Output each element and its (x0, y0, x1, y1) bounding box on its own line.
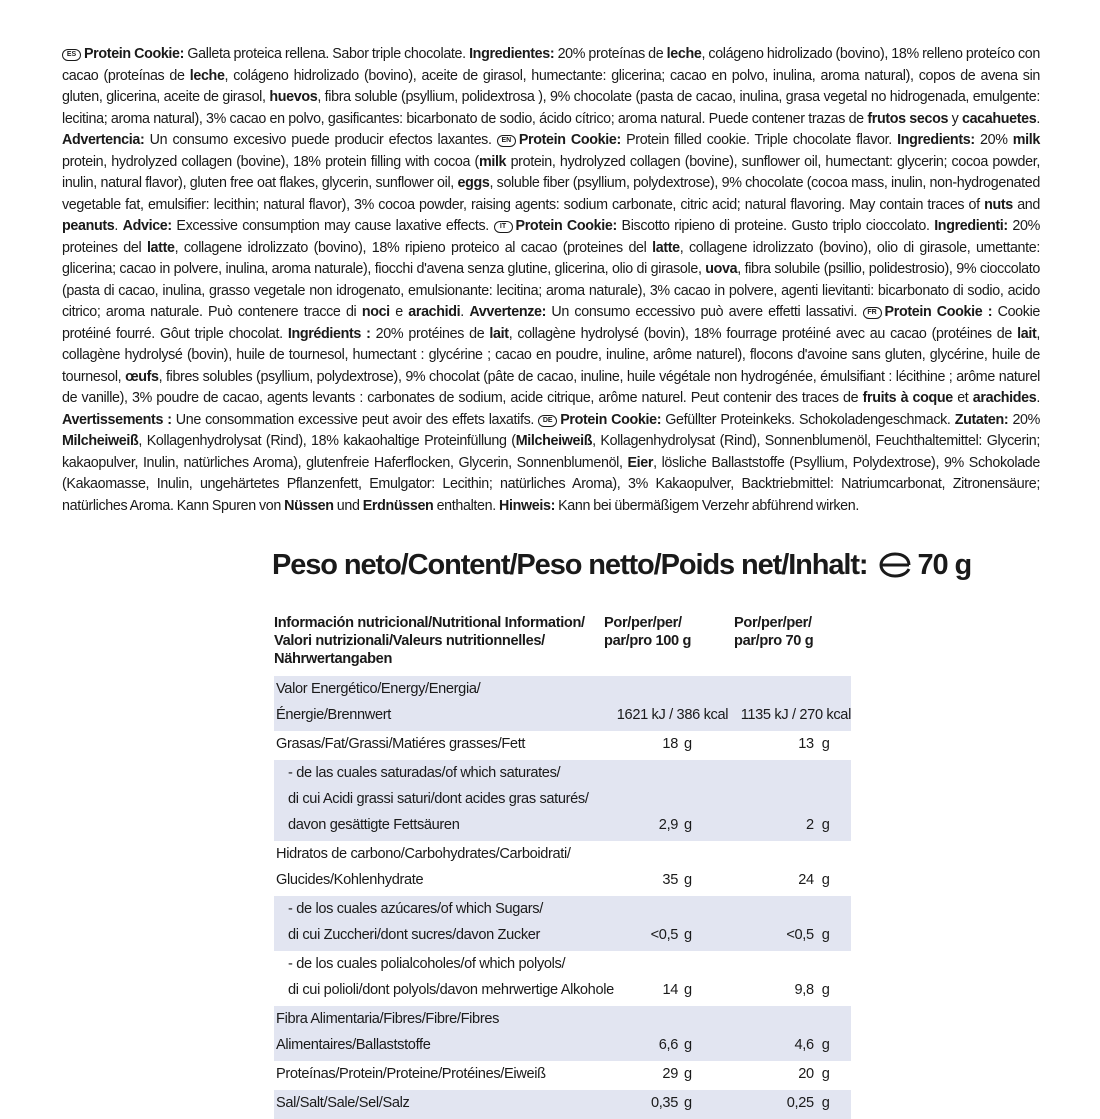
nutrient-label (274, 760, 616, 841)
energy-label: Valor Energético/Energy/Energia/Énergie/Brennwert (276, 681, 481, 723)
nutrient-unit-100g: g (684, 817, 692, 833)
nutrition-table (274, 614, 851, 1119)
ingredient-text: , collagene idrolizzato (bovino), olio di girasole, umettante: glicerina; cacao in polvere, inulina, aroma naturale), fiocchi d'avena senza glutine, glicerina, olio di girasole, (62, 239, 1040, 277)
nutrient-value-100g: 35 (662, 872, 678, 888)
language-fr-icon: FR (863, 307, 882, 319)
nutrient-row (274, 760, 851, 841)
nutrient-value-100g: <0,5 (650, 927, 679, 943)
ingredient-text: , Kollagenhydrolysat (Rind), 18% kakaohaltige Proteinfüllung ( (138, 433, 516, 449)
nutrient-label (274, 896, 616, 951)
nutrient-label (274, 1090, 616, 1119)
ingredient-bold-text: fruits à coque (862, 390, 953, 406)
ingredient-bold-text: Ingredientes: (469, 46, 555, 62)
nutrient-unit-70g: g (821, 736, 830, 752)
column-per-70g: Por/per/per/ par/pro 70 g (734, 615, 814, 649)
nutrient-row (274, 731, 851, 760)
nutrition-header (274, 614, 851, 668)
ingredient-text: Cookie protéiné fourré. Gôut triple chocolat. (62, 304, 1040, 342)
ingredient-bold-text: lait (1017, 325, 1037, 342)
ingredient-bold-text: Advertencia: (62, 132, 145, 148)
nutrient-value-70g: 20 (798, 1066, 814, 1082)
ingredient-bold-text: eggs (457, 175, 490, 191)
ingredient-text: Galleta proteica rellena. Sabor triple chocolate. (184, 46, 470, 62)
nutrient-unit-100g: g (683, 1037, 692, 1053)
nutrient-label-line: Hidratos de carbono/Carbohydrates/Carboidrati/ (276, 846, 571, 862)
ingredient-text: . (114, 218, 123, 234)
ingredient-bold-text: noci (361, 304, 390, 320)
ingredient-text: Un consumo excesivo puede producir efectos laxantes. (144, 132, 497, 148)
ingredient-bold-text: œufs (125, 368, 159, 385)
column-per-100g: Por/per/per/ par/pro 100 g (604, 615, 692, 649)
nutrient-row (274, 896, 851, 951)
ingredient-bold-text: nuts (984, 196, 1013, 213)
nutrient-value-70g: 13 (798, 736, 814, 752)
nutrient-value-100g: 18 (662, 736, 678, 752)
ingredient-bold-text: Milcheiweiß (62, 433, 139, 449)
energy-per-100g: 1621 kJ / 386 kcal (616, 707, 729, 723)
ingredient-bold-text: peanuts (62, 218, 115, 234)
nutrient-label-line: davon gesättigte Fettsäuren (288, 817, 460, 833)
nutrient-label-line: di cui Acidi grassi saturi/dont acides gras saturés/ (288, 791, 589, 807)
ingredient-bold-text: Zutaten: (954, 411, 1009, 428)
nutrient-label-line: Fibra Alimentaria/Fibres/Fibre/Fibres Alimentaires/Ballaststoffe (276, 1011, 500, 1053)
ingredient-bold-text: arachidi (408, 304, 461, 320)
nutrient-label-line: Sal/Salt/Sale/Sel/Salz (276, 1095, 410, 1111)
ingredient-text: , fibra soluble (psyllium, polidextrosa ), 9% chocolate (pasta de cacao, inulina, grasa vegetal no hidrogenada, emulgente: lecitina; aroma natural), 3% cacao en polvo, gasificantes: bicarbonato de sodio, ácido cítrico; aroma natural. Puede contener trazas de (62, 89, 1041, 127)
nutrient-value-70g: 2 (805, 817, 814, 833)
nutrient-row (274, 1061, 851, 1090)
nutrient-unit-100g: g (683, 736, 692, 752)
ingredient-text: 20% (1008, 411, 1041, 428)
nutrient-row (274, 951, 851, 1006)
nutrient-row (274, 1090, 851, 1119)
ingredient-bold-text: Protein Cookie: (84, 46, 185, 62)
nutrient-label-line: Proteínas/Protein/Proteine/Protéines/Eiweiß (276, 1066, 546, 1082)
nutrient-value-100g: 2,9 (658, 817, 679, 833)
ingredient-bold-text: Protein Cookie: (560, 411, 662, 428)
ingredient-bold-text: Ingrédients : (287, 325, 371, 342)
ingredient-bold-text: latte (146, 239, 175, 256)
ingredient-bold-text: Protein Cookie: (518, 132, 621, 148)
ingredients-block (62, 44, 1040, 517)
ingredient-bold-text: Milcheiweiß (515, 433, 593, 449)
nutrient-value-100g: 0,35 (650, 1095, 678, 1111)
estimated-sign-icon (878, 552, 912, 578)
ingredient-text: und (333, 497, 363, 514)
ingredient-bold-text: Protein Cookie: (515, 218, 617, 234)
nutrient-unit-70g: g (821, 817, 830, 833)
ingredient-text: , fibra solubile (psillio, polidestrosio), 9% cioccolato (pasta di cacao, inulina, grasso vegetale non idrogenato, emulsionante: lecitina; aroma naturale), 3% cacao in polvere, agenti lievitanti: bicarbonato di sodio, acido citrico; aroma naturale. Può contenere tracce di (62, 261, 1040, 320)
nutrient-value-100g: 14 (662, 982, 679, 998)
ingredient-bold-text: huevos (269, 89, 318, 105)
ingredient-bold-text: Ingredients: (897, 132, 975, 148)
nutrient-unit-100g: g (684, 927, 692, 943)
nutrient-value-100g: 6,6 (658, 1037, 678, 1053)
ingredient-bold-text: uova (705, 261, 738, 277)
ingredient-bold-text: arachides (972, 390, 1037, 406)
ingredient-bold-text: lait (489, 325, 509, 342)
ingredient-text: Une consommation excessive peut avoir des effets laxatifs. (171, 411, 539, 428)
nutrient-label-line: di cui polioli/dont polyols/davon mehrwertige Alkohole (288, 982, 614, 998)
nutrient-label-line: - de las cuales saturadas/of which saturates/ (288, 765, 561, 781)
ingredient-text: 20% proteínas de (554, 46, 667, 62)
ingredient-text: , collagène hydrolysé (bovin), 18% fourrage protéiné avec au cacao (protéines de (508, 325, 1018, 342)
nutrient-label (274, 841, 616, 896)
ingredient-bold-text: leche (189, 67, 225, 84)
language-en-icon: EN (497, 135, 516, 147)
nutrient-unit-100g: g (683, 1095, 692, 1111)
nutrient-value-70g: 0,25 (786, 1095, 814, 1111)
ingredient-bold-text: leche (666, 46, 702, 62)
nutrient-label (274, 1061, 616, 1090)
net-weight (272, 540, 971, 590)
ingredient-text: protein, hydrolyzed collagen (bovine), 18% protein filling with cocoa ( (62, 153, 479, 170)
nutrient-row (274, 841, 851, 896)
nutrient-value-70g: 4,6 (794, 1037, 814, 1053)
language-es-icon: ES (62, 49, 81, 61)
nutrition-title: Información nutricional/Nutritional Information/ Valori nutrizionali/Valeurs nutritionnelles/ Nährwertangaben (274, 615, 585, 667)
language-it-icon: IT (494, 221, 513, 233)
nutrient-value-70g: <0,5 (786, 927, 814, 943)
nutrient-unit-70g: g (821, 872, 830, 888)
ingredient-text: enthalten. (433, 497, 499, 514)
ingredient-text: , colágeno hidrolizado (bovino), 18% relleno proteíco con cacao (proteínas de (62, 46, 1041, 84)
ingredient-text: , collagene idrolizzato (bovino), 18% ripieno proteico al cacao (proteines del (174, 239, 653, 256)
ingredient-text: Biscotto ripieno di proteine. Gusto triplo cioccolato. (616, 218, 935, 234)
ingredient-text: and (1012, 196, 1040, 213)
nutrient-unit-70g: g (821, 1066, 830, 1082)
ingredient-text: et (952, 390, 973, 406)
ingredient-bold-text: Hinweis: (499, 497, 555, 514)
nutrient-unit-100g: g (684, 982, 692, 998)
ingredient-text: Excessive consumption may cause laxative effects. (171, 218, 494, 234)
ingredient-text: , collagène hydrolysé (bovin), huile de tournesol, humectant : glycérine ; cacao en poudre, inuline, arôme naturel), flocons d'avoine sans gluten, glycérine, huile de tournesol, (62, 325, 1041, 385)
ingredient-text: . (1036, 110, 1040, 127)
ingredient-bold-text: Ingredienti: (934, 218, 1008, 234)
net-weight-label: Peso neto/Content/Peso netto/Poids net/Inhalt: (272, 548, 868, 581)
ingredient-text: Kann bei übermäßigem Verzehr abführend wirken. (555, 497, 859, 514)
ingredient-bold-text: Avertissements : (62, 411, 172, 428)
ingredient-bold-text: Erdnüssen (362, 497, 434, 514)
ingredient-text: , soluble fiber (psyllium, polydextrose), 9% chocolate (cocoa mass, inulin, non-hydrogenated vegetable fat, emulsifier: lecithin; natural flavor), 3% cocoa powder, raising agents: sodium carbonate, citric acid; natural flavoring. May contain traces of (62, 175, 1040, 213)
ingredient-text: Gefüllter Proteinkeks. Schokoladengeschmack. (661, 411, 955, 428)
nutrient-value-70g: 24 (798, 872, 814, 888)
nutrient-value-70g: 9,8 (794, 982, 814, 998)
nutrient-label-line: Glucides/Kohlenhydrate (276, 872, 424, 888)
language-de-icon: DE (538, 415, 557, 427)
ingredient-bold-text: cacahuetes (961, 110, 1037, 127)
nutrient-unit-100g: g (683, 872, 692, 888)
ingredient-bold-text: Avvertenze: (469, 304, 547, 320)
ingredient-text: , Kollagenhydrolysat (Rind), Sonnenblumenöl, Feuchthaltemittel: Glycerin; kakaopulver, Inulin, natürliches Aroma), glutenfreie Haferflocken, Glycerin, Sonnenblumenöl, (62, 433, 1040, 471)
nutrient-unit-70g: g (821, 1037, 830, 1053)
nutrient-label-line: - de los cuales polialcoholes/of which polyols/ (288, 956, 566, 972)
ingredient-text: Protein filled cookie. Triple chocolate flavor. (620, 132, 898, 148)
ingredients-fr (62, 304, 1040, 428)
ingredient-text: 20% (974, 132, 1013, 148)
energy-row (274, 676, 851, 731)
nutrient-rows (274, 731, 851, 1119)
ingredient-text: . (1036, 390, 1041, 406)
ingredient-bold-text: frutos secos (867, 110, 949, 127)
ingredient-bold-text: Eier (627, 454, 654, 471)
ingredient-text: . (460, 304, 470, 320)
ingredient-text: protein, hydrolyzed collagen (bovine), sunflower oil, humectant: glycerin; cocoa powder, inulin, natural flavor), gluten free oat flakes, glycerin, sunflower oil, (62, 153, 1040, 191)
ingredient-bold-text: milk (478, 153, 507, 170)
nutrient-label (274, 1006, 616, 1061)
nutrient-label-line: di cui Zuccheri/dont sucres/davon Zucker (288, 927, 541, 943)
ingredient-text: y (948, 110, 962, 127)
nutrient-label-line: - de los cuales azúcares/of which Sugars/ (288, 901, 543, 917)
ingredient-bold-text: latte (652, 239, 680, 256)
net-weight-value: 70 g (917, 548, 972, 581)
ingredient-text: , fibres solubles (psyllium, polydextrose), 9% chocolat (pâte de cacao, inuline, huile végétale non hydrogénée, émulsifiant : lécithine ; arôme naturel de vanille), 3% poudre de cacao, agents levants : carbonates de sodium, acide citrique, arôme naturel. Peut contenir des traces de (62, 368, 1040, 406)
ingredient-text: , colágeno hidrolizado (bovino), aceite de girasol, humectante: glicerina; cacao en polvo, inulina, aroma natural), copos de avena sin gluten, glicerina, aceite de girasol, (62, 67, 1040, 105)
nutrient-value-100g: 29 (662, 1066, 678, 1082)
energy-per-70g: 1135 kJ / 270 kcal (740, 707, 851, 723)
ingredient-bold-text: Nüssen (284, 497, 334, 514)
ingredient-text: Un consumo eccessivo può avere effetti lassativi. (546, 304, 863, 320)
ingredient-text: , lösliche Ballaststoffe (Psyllium, Polydextrose), 9% Schokolade (Kakaomasse, Inulin, ungehärtetes Pflanzenfett, Emulgator: Lecithin; natürliches Aroma), 3% Kakaopulver, Backtriebmittel: Natriumcarbonat, Zitronensäure; natürliches Aroma. Kann Spuren von (62, 454, 1040, 514)
nutrient-label-line: Grasas/Fat/Grassi/Matiéres grasses/Fett (276, 736, 526, 752)
ingredient-bold-text: Advice: (122, 218, 172, 234)
nutrient-label (274, 951, 616, 1006)
nutrient-unit-70g: g (821, 927, 830, 943)
ingredient-bold-text: milk (1012, 132, 1041, 148)
nutrient-label (274, 731, 616, 760)
nutrient-row (274, 1006, 851, 1061)
ingredient-bold-text: Protein Cookie : (884, 304, 993, 320)
ingredient-text: e (389, 304, 409, 320)
nutrient-unit-70g: g (821, 1095, 830, 1111)
ingredient-text: 20% protéines de (370, 325, 490, 342)
nutrient-unit-70g: g (821, 982, 830, 998)
nutrient-unit-100g: g (683, 1066, 692, 1082)
ingredient-text: 20% proteines del (62, 218, 1040, 256)
